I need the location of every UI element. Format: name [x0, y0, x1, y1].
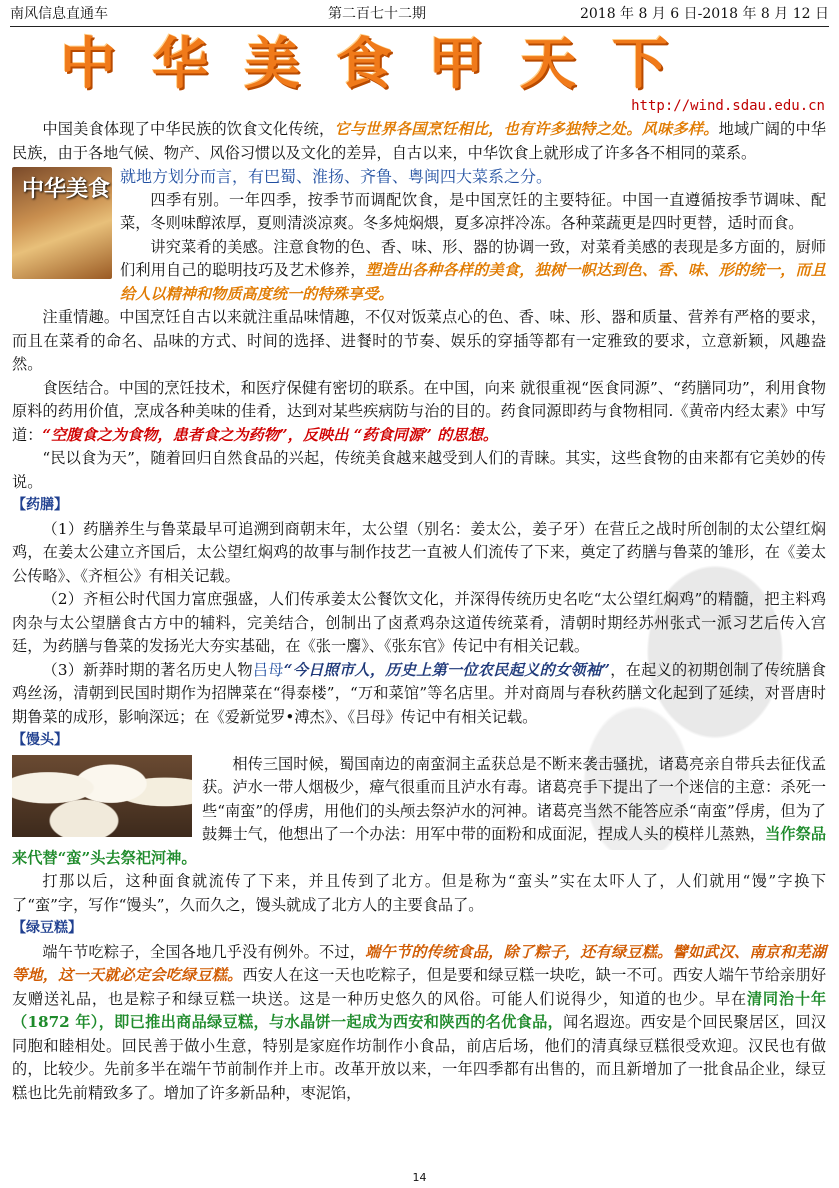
mung-bean-paragraph: [12, 941, 826, 1106]
intro-text: 中国美食体现了中华民族的饮食文化传统，: [42, 120, 335, 138]
medicine-text: 食医结合。中国的烹饪技术，和医疗保健有密切的联系。在中国，向来 就很重视“医食同源”、“药膳同功”，利用食物原料的药用价值，烹成各种美味的佳肴，达到对某些疾病防与治的目的。药食同源即药与食物相同.《黄帝内经太素》中写道：: [12, 378, 826, 444]
mung-text: 端午节吃粽子，全国各地几乎没有例外。不过，: [42, 942, 366, 961]
issue-number: 第二百七十二期: [328, 6, 426, 22]
image-caption: 中华美食: [22, 176, 111, 202]
paragraph-medicine: [12, 377, 826, 448]
mantou-paragraph-2: 打那以后，这种面食就流传了下来，并且传到了北方。但是称为“蛮头”实在太吓人了，人们就用“馒”字换下了“蛮”字，写作“馒头”，久而久之，馒头就成了北方人的主要食品了。: [12, 872, 826, 914]
paragraph-intro: [12, 118, 826, 165]
paragraph-legends: “民以食为天”，随着回归自然食品的兴起，传统美食越来越受到人们的青睐。其实，这些食物的由来都有它美妙的传说。: [12, 449, 826, 491]
section-title-mantou: 【馒头】: [12, 732, 68, 748]
mung-text-3: 闻名遐迩。西安是个回民聚居区，回汉同胞和睦相处。回民善于做小生意，特别是家庭作坊制作小食品，前店后场，他们的清真绿豆糕很受欢迎。汉民也有做的，比较少。先前多半在端午节前制作并上市。改革开放以来，一年四季都有出售的，而且新增加了一批食品企业，绿豆糕也比先前精致多了。增加了许多新品种，枣泥馅，: [12, 1013, 827, 1102]
section-title-medicinal-diet: 【药膳】: [12, 497, 68, 513]
issue-date-range: 2018 年 8 月 6 日-2018 年 8 月 12 日: [579, 6, 829, 22]
item3-name: 吕母: [252, 660, 284, 679]
medicinal-item-1: （1）药膳养生与鲁菜最早可追溯到商朝末年，太公望（别名：姜太公，姜子牙）在营丘之战时所创制的太公望红焖鸡，在姜太公建立齐国后，太公望红焖鸡的故事与制作技艺一直被人们流传了下来，奠定了药膳与鲁菜的雏形，在《姜太公传略》、《齐桓公》有相关记载。: [12, 519, 826, 585]
medicinal-item-2: （2）齐桓公时代国力富庶强盛，人们传承姜太公餐饮文化，并深得传统历史名吃“太公望红焖鸡”的精髓，把主料鸡肉杂与太公望膳食古方中的辅料，完美结合，创制出了卤煮鸡杂这道传统菜肴，清朝时期经苏州张式一派习艺后传入宫廷，为药膳与鲁菜的发扬光大夯实基础，在《张一麐》、《张东官》传记中有相关记载。: [12, 590, 826, 655]
mung-highlight-2: 清同治十年（1872 年），即已推出商品绿豆糕，与水晶饼一起成为西安和陕西的名优食品，: [12, 989, 827, 1031]
mung-text-2: 西安人在这一天也吃粽子，但是要和绿豆糕一块吃，缺一不可。西安人端午节给亲朋好友赠送礼品，也是粽子和绿豆糕一块送。这是一种历史悠久的风俗。可能人们说得少，知道的也少。早在: [12, 966, 827, 1008]
page-header: [10, 4, 829, 27]
medicinal-item-3: [12, 659, 826, 730]
paragraph-seasons: 四季有别。一年四季，按季节而调配饮食，是中国烹饪的主要特征。中国一直遵循按季节调味、配菜，冬则味醇浓厚，夏则清淡凉爽。冬多炖焖煨，夏多凉拌冷冻。各种菜蔬更是四时更替，适时而食。: [120, 190, 826, 232]
item3-highlight: “今日照市人，历史上第一位农民起义的女领袖”: [283, 660, 610, 679]
banner-title: 中华美食甲天下: [60, 32, 704, 97]
section-title-mung-bean-cake: 【绿豆糕】: [12, 920, 82, 936]
item3-text-2: ，在起义的初期创制了传统膳食鸡丝汤，清朝到民国时期作为招牌菜在“得泰楼”，“万和菜馆”等名店里。并对商周与春秋药膳文化起到了延续，对晋唐时期鲁菜的成形，影响深远；在《爱新觉罗•溥杰》、《吕母》传记中有相关记载。: [12, 660, 826, 726]
mantou-highlight: 当作祭品来代替“蛮”头去祭祀河神。: [12, 825, 827, 867]
intro-text-2: 地域广阔的中华民族，由于各地气候、物产、风俗习惯以及文化的差异，自古以来，中华饮食上就形成了许多各不相同的菜系。: [12, 120, 827, 162]
item3-text: （3）新莽时期的著名历史人物: [42, 660, 253, 679]
mantou-text: 相传三国时候，蜀国南边的南蛮洞主孟获总是不断来袭击骚扰，诸葛亮亲自带兵去征伐孟获。泸水一带人烟极少，瘴气很重而且泸水有毒。诸葛亮手下提出了一个迷信的主意：杀死一些“南蛮”的俘虏，用他们的头颅去祭泸水的河神。诸葛亮当然不能答应杀“南蛮”俘虏，但为了鼓舞士气，他想出了一个办法：用军中带的面粉和成面泥，捏成人头的模样儿蒸熟，: [202, 754, 826, 843]
source-url[interactable]: http://wind.sdau.edu.cn: [631, 98, 825, 114]
intro-highlight: 它与世界各国烹饪相比，也有许多独特之处。风味多样。: [334, 120, 719, 138]
mung-highlight: 端午节的传统食品，除了粽子，还有绿豆糕。譬如武汉、南京和芜湖等地，这一天就必定会吃绿豆糕。: [12, 942, 827, 984]
steamed-buns-image: [12, 755, 192, 837]
medicine-highlight: “空腹食之为食物，患者食之为药物”，反映出 “药食同源” 的思想。: [42, 425, 498, 444]
article-body: [12, 118, 826, 1105]
aesthetics-text: 讲究菜肴的美感。注意食物的色、香、味、形、器的协调一致，对菜肴美感的表现是多方面的，厨师们利用自己的聪明技巧及艺术修养，: [120, 237, 826, 279]
paragraph-cuisines: 就地方划分而言，有巴蜀、淮扬、齐鲁、粤闽四大菜系之分。: [120, 167, 553, 186]
newsletter-name: 南风信息直通车: [10, 6, 108, 22]
paragraph-aesthetics: [12, 236, 826, 307]
aesthetics-highlight: 塑造出各种各样的美食，独树一帜达到色、香、味、形的统一，而且给人以精神和物质高度统一的特殊享受。: [120, 261, 827, 303]
page-number: 14: [412, 1171, 427, 1184]
chinese-food-image: [12, 167, 112, 279]
paragraph-interest: 注重情趣。中国烹饪自古以来就注重品味情趣，不仅对饭菜点心的色、香、味、形、器和质量、营养有严格的要求，而且在菜肴的命名、品味的方式、时间的选择、进餐时的节奏、娱乐的穿插等都有一定雅致的要求，立意新颖，风趣盎然。: [12, 308, 826, 373]
